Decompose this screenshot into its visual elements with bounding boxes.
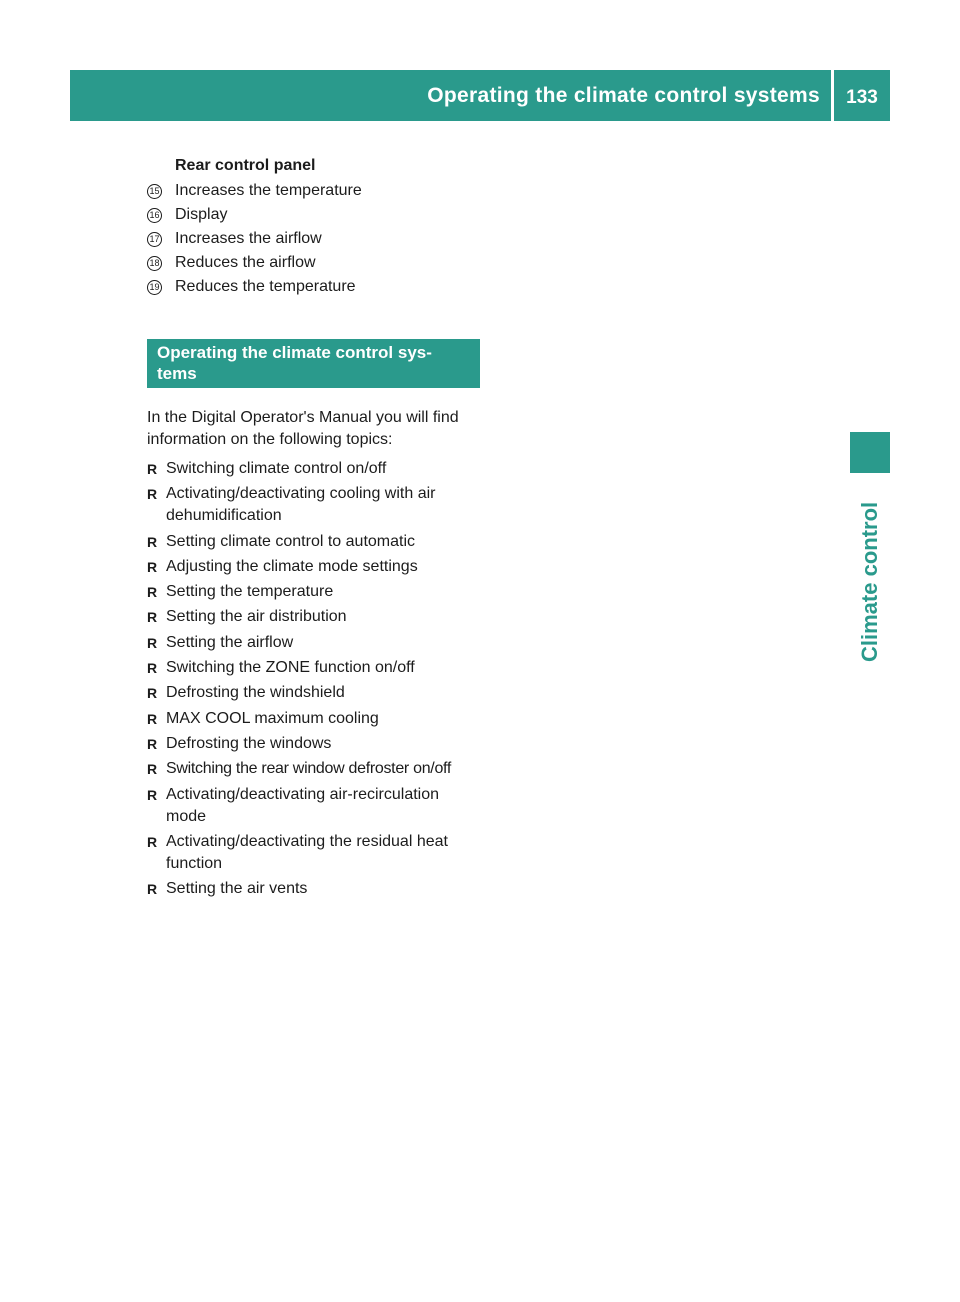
side-tab-label: Climate control xyxy=(857,501,882,662)
list-item xyxy=(147,758,482,780)
list-item-text: Switching climate control on/off xyxy=(166,460,387,477)
list-item xyxy=(147,733,482,755)
list-item-text: Setting the temperature xyxy=(166,583,334,601)
list-item xyxy=(147,878,482,900)
legend-item-label: Display xyxy=(175,206,228,223)
bullet-icon: R xyxy=(147,461,158,477)
legend-item-label: Reduces the temperature xyxy=(175,278,356,295)
rear-panel-heading: Rear control panel xyxy=(175,157,316,174)
section-heading-line-1: Operating the climate control sys- xyxy=(157,343,432,362)
section-intro: In the Digital Operator's Manual you will find information on the following topics: xyxy=(147,409,459,448)
number-17-icon: 17 xyxy=(147,232,162,247)
bullet-icon: R xyxy=(147,486,158,503)
bullet-icon: R xyxy=(147,833,158,850)
list-item-text: Setting the air vents xyxy=(166,880,308,898)
list-item xyxy=(147,708,482,730)
list-item-text: Setting climate control to automatic xyxy=(166,532,416,550)
list-item xyxy=(147,458,482,480)
legend-item xyxy=(147,227,482,251)
bullet-icon: R xyxy=(147,786,158,803)
section-heading xyxy=(147,339,480,388)
header-title: Operating the climate control systems xyxy=(427,84,820,107)
bullet-icon: R xyxy=(147,584,158,601)
bullet-icon: R xyxy=(147,881,158,898)
number-19-icon: 19 xyxy=(147,280,162,295)
page-number: 133 xyxy=(846,87,878,108)
side-tab-marker xyxy=(850,432,890,473)
bullet-icon: R xyxy=(147,710,158,727)
legend-item xyxy=(147,203,482,227)
list-item-text: Defrosting the windshield xyxy=(166,684,345,702)
list-item xyxy=(147,483,482,527)
section-heading-line-2: tems xyxy=(157,364,197,383)
bullet-icon: R xyxy=(147,735,158,752)
list-item-text: Switching the ZONE function on/off xyxy=(166,659,415,677)
list-item xyxy=(147,556,482,578)
list-item xyxy=(147,657,482,679)
bullet-icon: R xyxy=(147,660,158,677)
bullet-icon: R xyxy=(147,634,158,651)
legend-item-label: Increases the airflow xyxy=(175,230,322,247)
list-item-text: Defrosting the windows xyxy=(166,734,332,752)
list-item xyxy=(147,784,482,828)
list-item-text: MAX COOL maximum cooling xyxy=(166,709,379,727)
bullet-icon: R xyxy=(147,761,158,778)
number-18-icon: 18 xyxy=(147,256,162,271)
legend-item xyxy=(147,251,482,275)
page-header xyxy=(70,70,890,121)
bullet-icon: R xyxy=(147,609,158,626)
number-16-icon: 16 xyxy=(147,208,162,223)
legend-item-label: Increases the temperature xyxy=(175,182,362,199)
list-item-text: Activating/deactivating air-recirculation mode xyxy=(166,785,440,825)
bullet-icon: R xyxy=(147,685,158,702)
list-item xyxy=(147,831,482,875)
legend-item-label: Reduces the airflow xyxy=(175,254,316,271)
side-tab xyxy=(848,482,892,662)
bullet-icon: R xyxy=(147,533,158,550)
list-item xyxy=(147,531,482,553)
list-item-text: Setting the air distribution xyxy=(166,608,347,626)
number-15-icon: 15 xyxy=(147,184,162,199)
list-item xyxy=(147,606,482,628)
list-item-text: Activating/deactivating cooling with air dehumidification xyxy=(166,485,436,525)
list-item-text: Switching the rear window defroster on/off xyxy=(166,760,452,778)
bullet-icon: R xyxy=(147,558,158,575)
list-item-text: Adjusting the climate mode settings xyxy=(166,557,418,575)
legend-item xyxy=(147,275,482,299)
list-item xyxy=(147,581,482,603)
legend-item xyxy=(147,179,482,203)
page-content xyxy=(147,154,482,903)
list-item xyxy=(147,682,482,704)
list-item xyxy=(147,632,482,654)
list-item-text: Setting the airflow xyxy=(166,633,294,651)
list-item-text: Activating/deactivating the residual heat function xyxy=(166,832,448,872)
topic-list xyxy=(147,458,482,900)
